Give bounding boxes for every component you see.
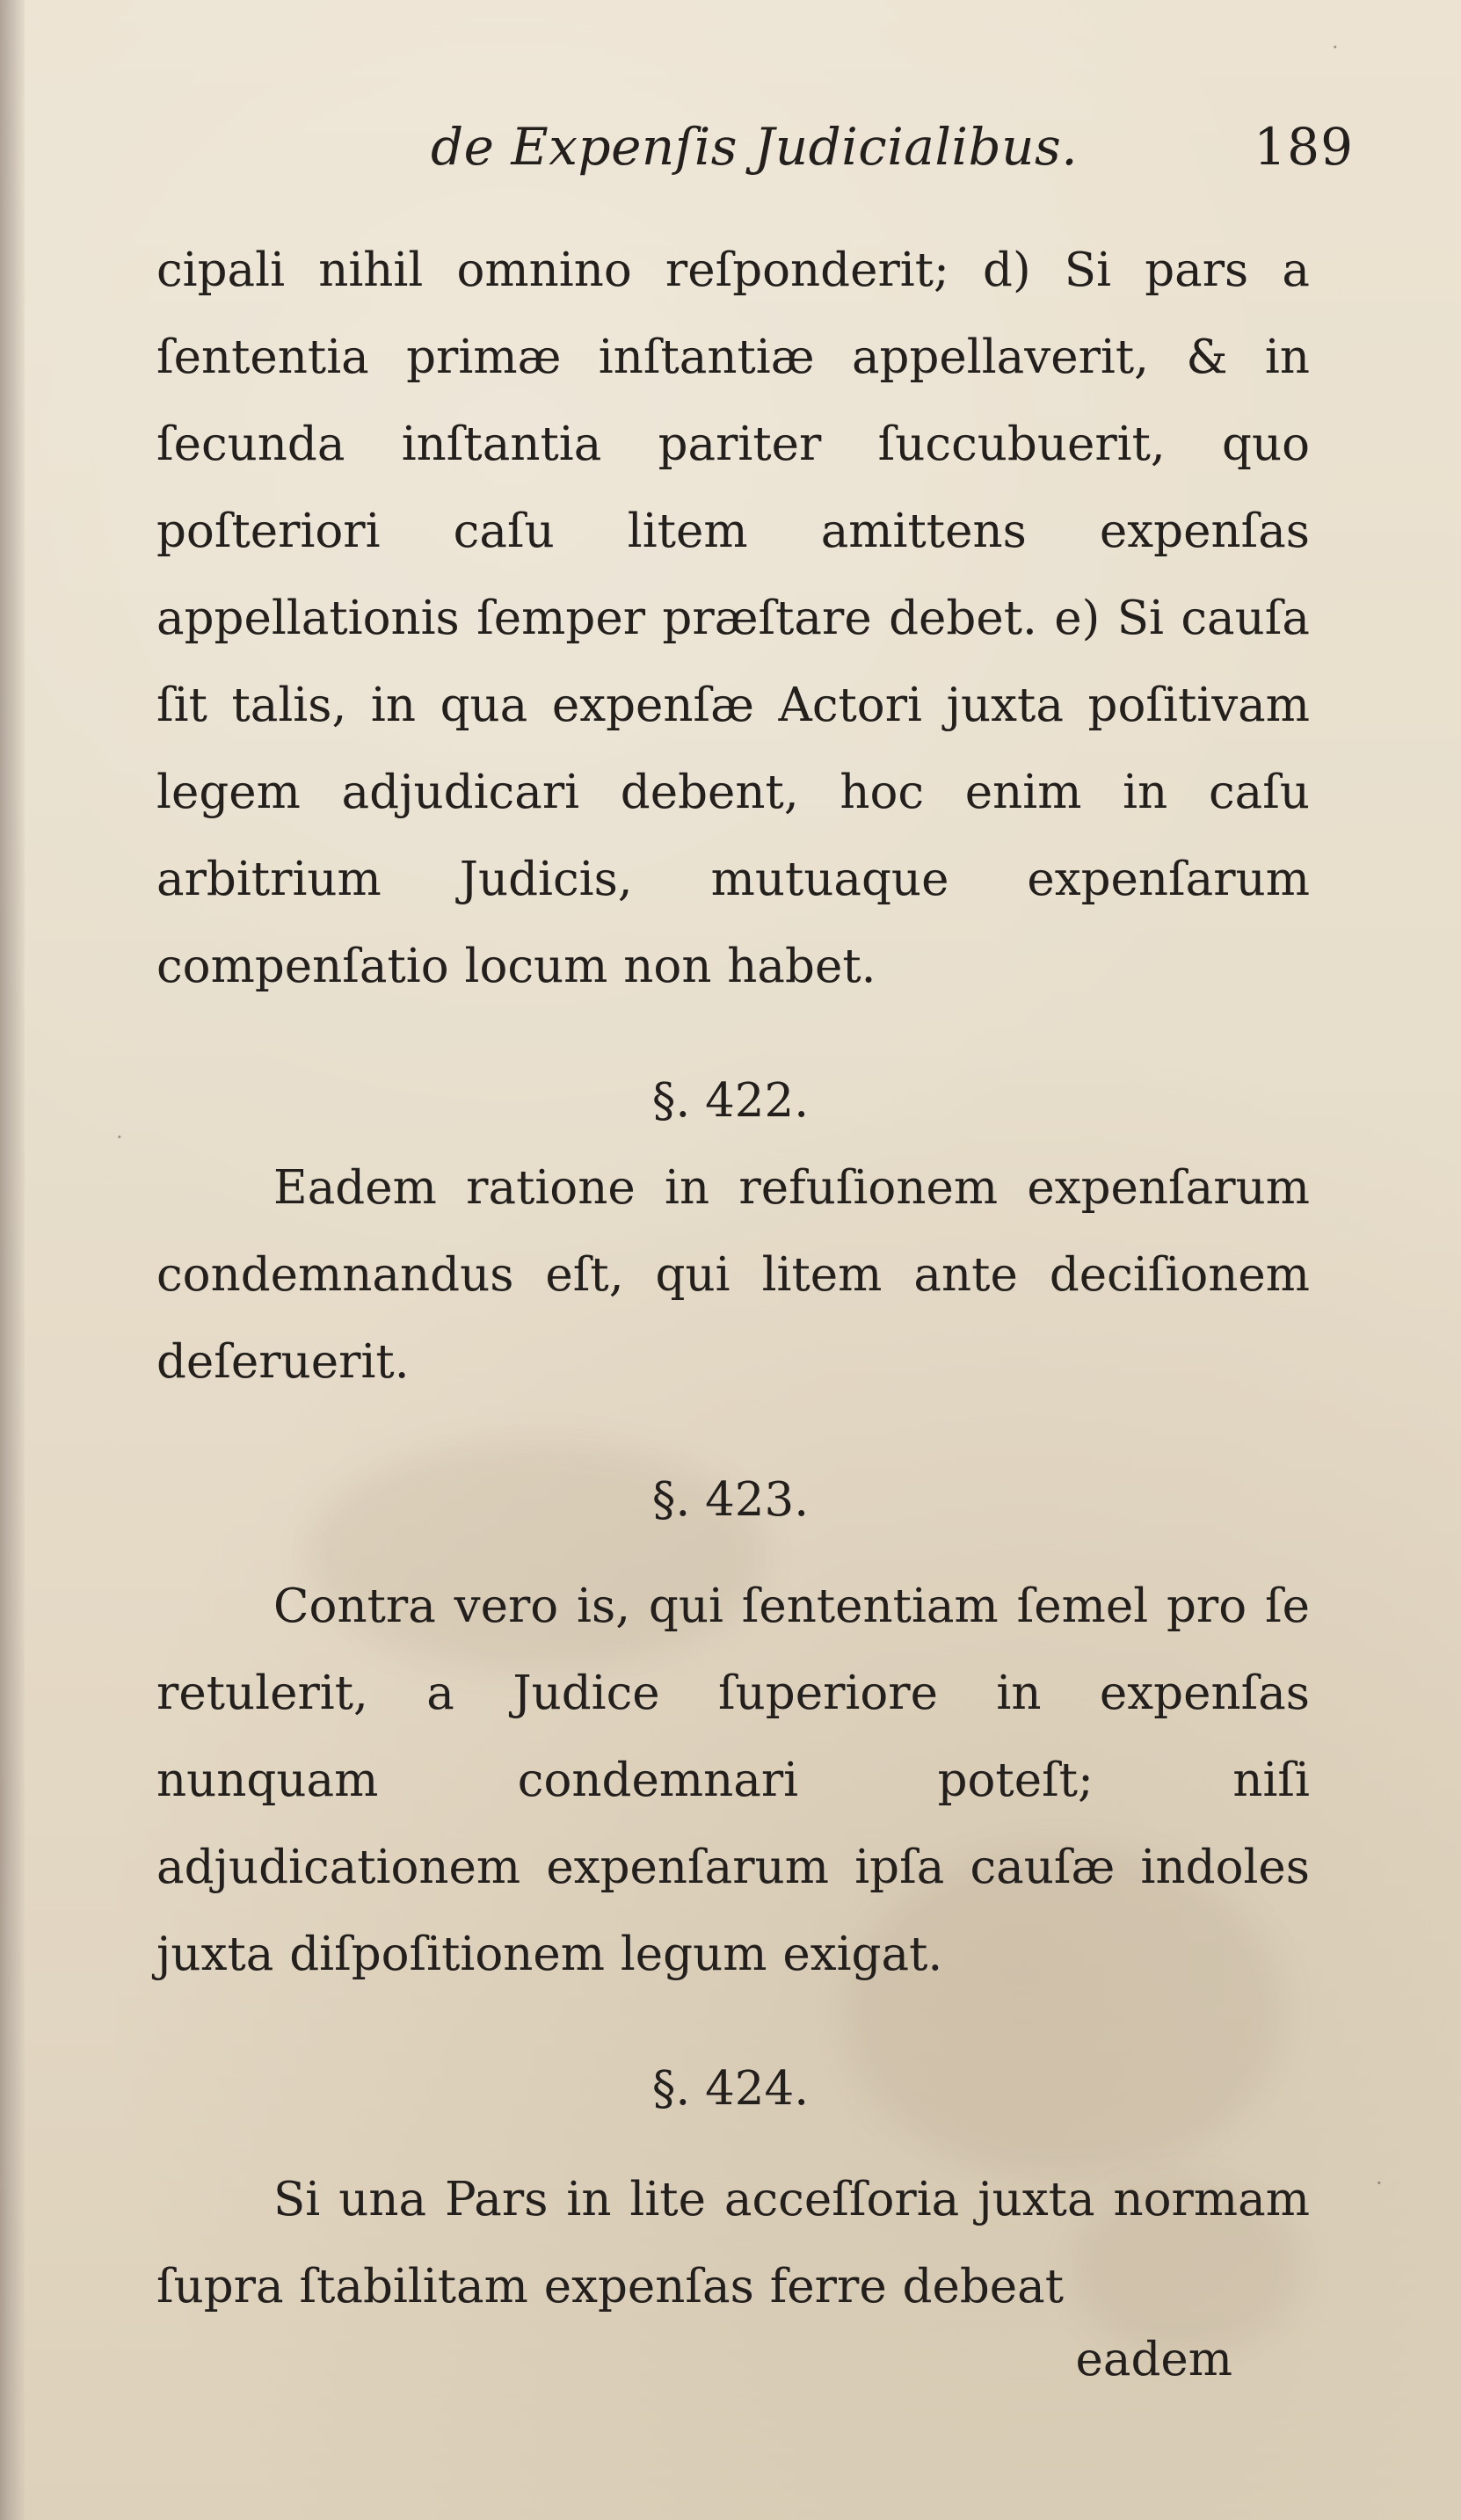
speck-mark: · xyxy=(116,1125,123,1150)
paragraph-continuation: cipali nihil omnino reſponderit; d) Si pars a ſententia primæ inſtantiæ appellaverit, & in ſecunda inſtantia pariter ſuccubuerit, quo poſteriori caſu litem amittens expenſas appellationis ſemper præſtare debet. e) Si cauſa ſit talis, in qua expenſæ Actori juxta poſitivam legem adjudicari debent, hoc enim in caſu arbitrium Judicis, mutuaque expenſarum compenſatio locum non habet. xyxy=(156,243,1310,993)
section-423-text: Contra vero is, qui ſententiam ſemel pro ſe retulerit, a Judice ſuperiore in expenſas nunquam condemnari poteſt; niſi adjudicationem expenſarum ipſa cauſæ indoles juxta diſpoſitionem legum exigat. xyxy=(156,1580,1310,1981)
paper-edge-shadow xyxy=(0,0,25,2520)
speck-mark: · xyxy=(1376,2171,1383,2196)
section-424-heading: §. 424. xyxy=(651,2062,810,2116)
catchword: eadem xyxy=(1075,2333,1232,2386)
section-422-text: Eadem ratione in refuſionem expenſarum condemnandus eſt, qui litem ante deciſionem deſeruerit. xyxy=(156,1161,1310,1389)
page-number: 189 xyxy=(1254,117,1354,177)
section-424-text: Si una Pars in lite acceſſoria juxta normam ſupra ſtabilitam expenſas ferre debeat xyxy=(156,2173,1310,2313)
section-422-heading: §. 422. xyxy=(651,1074,810,1128)
section-423-heading: §. 423. xyxy=(651,1473,810,1527)
page-header xyxy=(431,117,1354,187)
speck-mark: · xyxy=(1332,35,1339,60)
running-title: de Expenſis Judicialibus. xyxy=(431,117,1079,177)
